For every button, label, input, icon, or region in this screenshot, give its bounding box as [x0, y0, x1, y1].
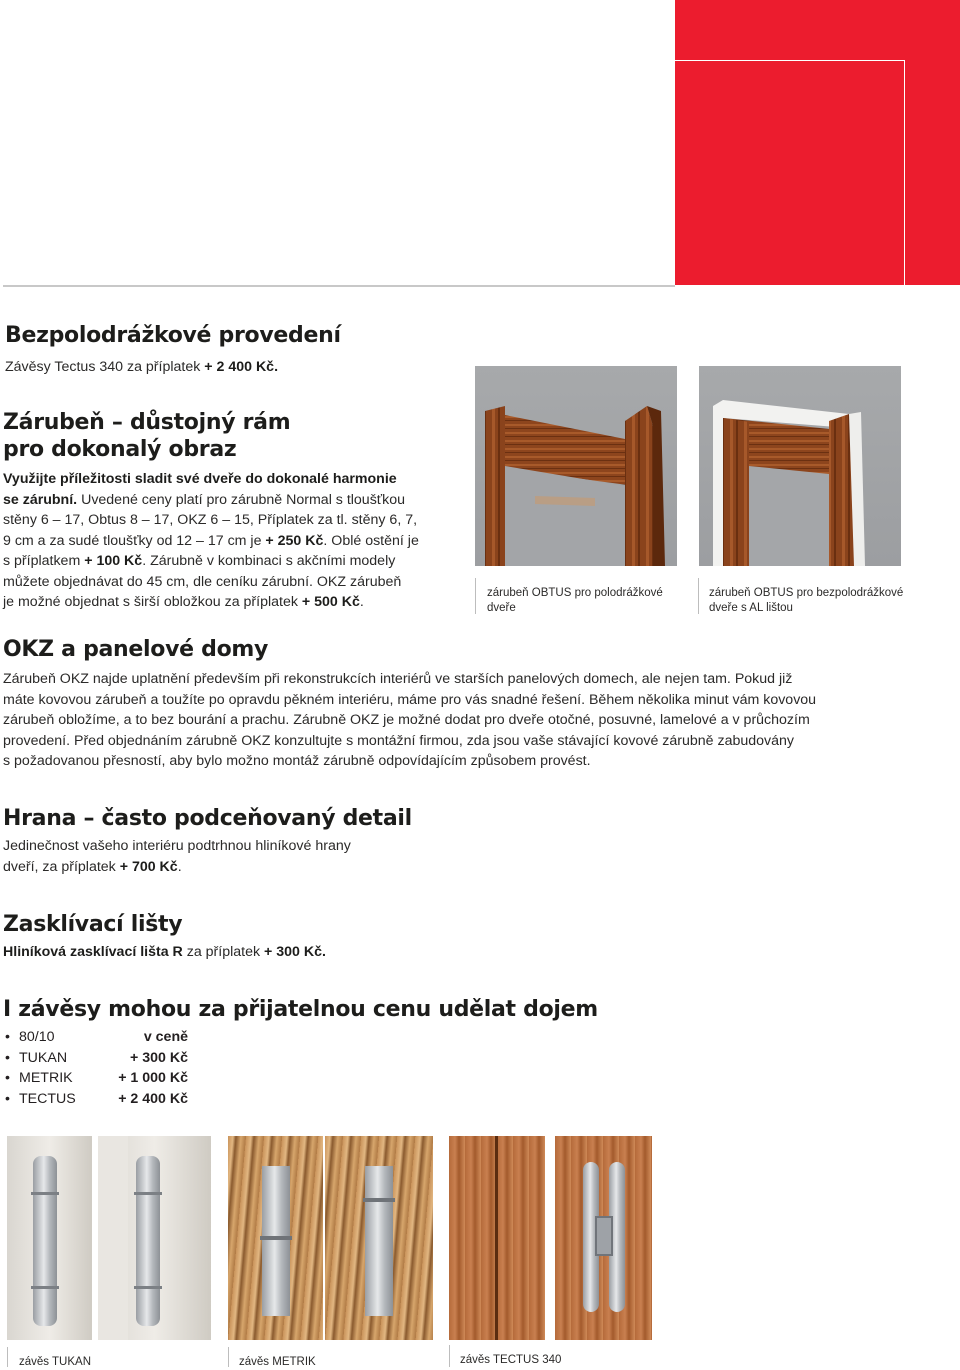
lead-text: se zárubní.: [3, 491, 78, 508]
caption-line: dveře s AL lištou: [709, 601, 793, 614]
bullet: •: [5, 1029, 10, 1045]
bullet: •: [5, 1090, 10, 1107]
photo-hinge-metrik-2: [325, 1136, 433, 1340]
caption-divider: [7, 1347, 8, 1367]
caption-hinge-metrik: závěs METRIK: [239, 1356, 316, 1368]
hinge-name: TECTUS: [19, 1090, 76, 1107]
photo-hinge-tukan-1: [7, 1136, 92, 1340]
text: za příplatek: [182, 944, 265, 960]
caption-obtus-polodrazkove: [487, 586, 663, 615]
section-text-okz: [3, 669, 943, 772]
section-title-hrana: Hrana – často podceňovaný detail: [3, 806, 412, 831]
bullet: •: [5, 1070, 10, 1086]
section-text-zasklivaci: [3, 942, 326, 963]
photo-obtus-polodrazkove: [475, 366, 677, 566]
hinge-name: TUKAN: [19, 1049, 68, 1066]
price: + 250 Kč: [265, 532, 324, 549]
text: stěny 6 – 17, Obtus 8 – 17, OKZ 6 – 15, Příplatek za tl. stěny 6, 7,: [3, 512, 418, 528]
section-title-zavesy: I závěsy mohou za přijatelnou cenu udělat dojem: [3, 997, 598, 1022]
section-title-bezpolodrazkove: Bezpolodrážkové provedení: [5, 323, 341, 348]
hinge-price: v ceně: [143, 1029, 188, 1045]
hinge-name: 80/10: [19, 1029, 55, 1045]
section-title-okz: OKZ a panelové domy: [3, 637, 269, 662]
photo-hinge-tectus-closed: [449, 1136, 545, 1340]
text: 9 cm a za sudé tloušťky od 12 – 17 cm je: [3, 532, 266, 549]
text: . Oblé ostění je: [323, 532, 419, 549]
list-item: [5, 1027, 188, 1048]
section-title-zasklivaci: Zasklívací lišty: [3, 912, 183, 937]
text-line: Jedinečnost vašeho interiéru podtrhnou hliníkové hrany: [3, 838, 351, 854]
hinge-joint: [363, 1198, 395, 1202]
price: + 500 Kč: [301, 594, 360, 610]
list-item: [5, 1048, 188, 1069]
hinge-mechanism: [595, 1216, 613, 1256]
text: dveří, za příplatek: [3, 858, 120, 875]
text: s příplatkem: [3, 553, 85, 569]
door-edge: [98, 1136, 128, 1340]
photo-hinge-tukan-2: [98, 1136, 211, 1340]
hinge-price: + 2 400 Kč: [118, 1090, 188, 1107]
section-text-tectus: [5, 357, 278, 378]
text-line: máte kovovou zárubeň a toužíte po opravdu pěkném interiéru, máme pro vás snadné řešení. Během několika minut vám kovovou: [3, 691, 817, 708]
frame-illustration: [475, 366, 677, 566]
text-line: zárubeň obložíme, a to bez bourání a prachu. Zárubně OKZ je možné dodat pro dveře otočné, posuvné, lamelové a v průchozím: [3, 712, 810, 728]
brand-red-frame-line: [675, 60, 905, 285]
price: + 2 400 Kč.: [204, 359, 279, 375]
hinge-plate: [262, 1166, 290, 1316]
hinge-plate: [365, 1166, 393, 1316]
price: + 300 Kč.: [264, 944, 326, 960]
text-line: s požadovanou přesností, aby bylo možno montáž zárubně odpovídajícím způsobem provést.: [3, 753, 591, 769]
text-line: Zárubeň OKZ najde uplatnění především při rekonstrukcích interiérů ve starších panelových domech, ale nejen tam. Pokud již: [3, 671, 793, 687]
hinge-barrel: [33, 1156, 57, 1326]
product-name: Hliníková zasklívací lišta R: [3, 944, 183, 960]
bullet: •: [5, 1049, 10, 1066]
price: + 100 Kč: [84, 553, 143, 569]
header-divider: [3, 285, 675, 287]
hinge-price: + 1 000 Kč: [118, 1070, 188, 1086]
text: Závěsy Tectus 340 za příplatek: [5, 359, 205, 375]
photo-hinge-tectus-open: [555, 1136, 652, 1340]
hinge-joint: [134, 1192, 162, 1195]
hinge-joint: [31, 1286, 59, 1289]
lead-text: Využijte příležitosti sladit své dveře do dokonalé harmonie: [3, 471, 397, 487]
hinge-price: + 300 Kč: [130, 1049, 188, 1066]
frame-illustration: [699, 366, 901, 566]
price: + 700 Kč: [119, 858, 178, 875]
text: .: [177, 858, 182, 875]
caption-divider: [698, 578, 699, 614]
list-item: [5, 1089, 188, 1110]
title-line: Zárubeň – důstojný rám: [3, 410, 291, 435]
hinge-joint: [134, 1286, 162, 1289]
caption-hinge-tukan: závěs TUKAN: [19, 1356, 92, 1368]
door-gap: [495, 1136, 498, 1340]
text: . Zárubně v kombinaci s akčními modely: [142, 553, 396, 569]
caption-line: zárubeň OBTUS pro polodrážkové: [487, 587, 663, 599]
section-title-zarubne: [3, 409, 290, 463]
photo-hinge-metrik-1: [228, 1136, 323, 1340]
hinge-barrel: [136, 1156, 160, 1326]
section-text-zarubne: [3, 469, 458, 613]
text: .: [359, 594, 364, 610]
caption-line: dveře: [487, 601, 516, 614]
hinge-joint: [260, 1236, 292, 1240]
text-line: provedení. Před objednáním zárubně OKZ konzultujte s montážní firmou, zda jsou vaše stávající kovové zárubně zabudovány: [3, 732, 795, 749]
hinge-name: METRIK: [19, 1070, 73, 1086]
text: je možné objednat s širší obložkou za příplatek: [3, 594, 302, 610]
text: můžete objednávat do 45 cm, dle ceníku zárubní. OKZ zárubeň: [3, 573, 402, 590]
caption-obtus-bezpolodrazkove: [709, 586, 903, 615]
caption-hinge-tectus: závěs TECTUS 340: [460, 1354, 562, 1366]
text: Uvedené ceny platí pro zárubně Normal s tloušťkou: [77, 491, 405, 508]
section-text-hrana: [3, 836, 463, 877]
list-item: [5, 1068, 188, 1089]
caption-divider: [228, 1347, 229, 1367]
caption-divider: [475, 578, 476, 614]
hinge-price-list: [5, 1027, 188, 1109]
caption-line: zárubeň OBTUS pro bezpolodrážkové: [709, 587, 904, 599]
caption-divider: [449, 1345, 450, 1367]
hinge-joint: [31, 1192, 59, 1195]
photo-obtus-bezpolodrazkove: [699, 366, 901, 566]
title-line: pro dokonalý obraz: [3, 437, 237, 462]
